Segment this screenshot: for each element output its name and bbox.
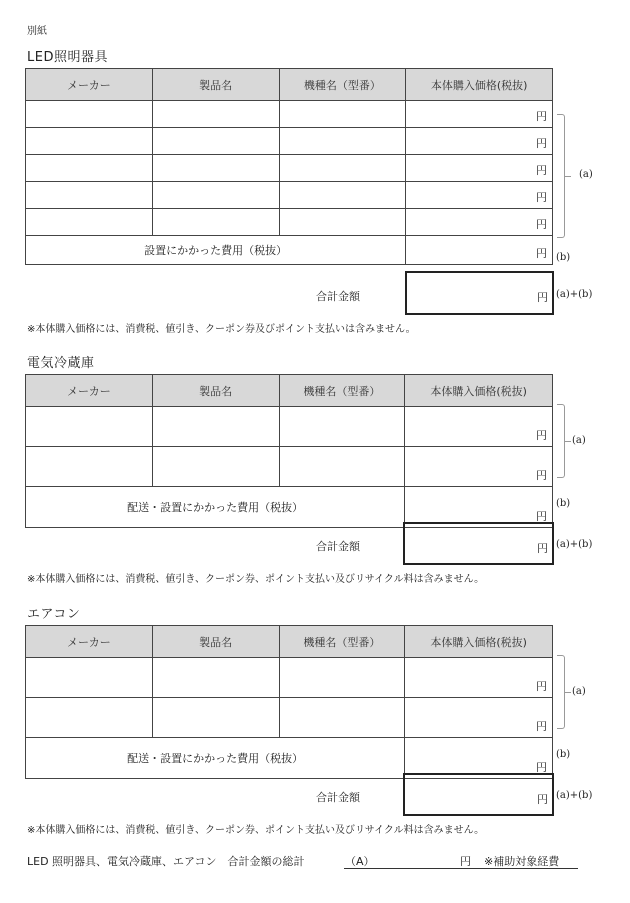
note: ※本体購入価格には、消費税、値引き、クーポン券、ポイント支払い及びリサイクル料は含みません。 <box>27 574 485 585</box>
fridge-table <box>25 374 553 528</box>
product-cell[interactable] <box>152 182 279 209</box>
table-header-row <box>26 69 553 101</box>
header-product: 製品名 <box>152 626 279 658</box>
model-cell[interactable] <box>279 155 406 182</box>
bracket-a <box>557 655 565 729</box>
product-cell[interactable] <box>152 658 279 698</box>
model-cell[interactable] <box>279 447 405 487</box>
product-cell[interactable] <box>152 447 279 487</box>
model-cell[interactable] <box>279 698 405 738</box>
mark-b: (b) <box>556 252 571 263</box>
model-cell[interactable] <box>279 407 405 447</box>
mark-b: (b) <box>556 749 571 760</box>
mark-ab: (a)+(b) <box>556 289 593 300</box>
product-cell[interactable] <box>152 407 279 447</box>
table-row <box>26 698 553 738</box>
total-label: 合計金額 <box>316 791 360 804</box>
price-cell[interactable]: 円 <box>406 209 553 236</box>
table-header-row <box>26 626 553 658</box>
aircon-table <box>25 625 553 779</box>
bracket-a <box>557 404 565 478</box>
cost-value-cell[interactable]: 円 <box>405 738 553 779</box>
model-cell[interactable] <box>279 128 406 155</box>
product-cell[interactable] <box>152 209 279 236</box>
header-product: 製品名 <box>152 375 279 407</box>
cost-row <box>26 236 553 265</box>
model-cell[interactable] <box>279 182 406 209</box>
header-price: 本体購入価格(税抜) <box>406 69 553 101</box>
bracket-tick <box>565 176 571 177</box>
table-row <box>26 128 553 155</box>
section-title-fridge: 電気冷蔵庫 <box>27 356 95 371</box>
total-box[interactable]: 円 <box>403 522 554 565</box>
price-cell[interactable]: 円 <box>405 447 553 487</box>
price-cell[interactable]: 円 <box>406 155 553 182</box>
total-box[interactable]: 円 <box>405 271 554 315</box>
price-cell[interactable]: 円 <box>405 407 553 447</box>
price-cell[interactable]: 円 <box>406 101 553 128</box>
mark-ab: (a)+(b) <box>556 790 593 801</box>
summary-yen[interactable]: 円 <box>460 855 471 868</box>
header-model: 機種名（型番） <box>279 375 405 407</box>
header-maker: メーカー <box>26 69 153 101</box>
maker-cell[interactable] <box>26 155 153 182</box>
bracket-tick <box>565 441 571 442</box>
price-cell[interactable]: 円 <box>406 182 553 209</box>
bracket-tick <box>565 692 571 693</box>
product-cell[interactable] <box>152 101 279 128</box>
mark-ab: (a)+(b) <box>556 539 593 550</box>
bracket-a <box>557 114 565 238</box>
cost-label: 配送・設置にかかった費用（税抜） <box>26 487 405 528</box>
table-row <box>26 155 553 182</box>
led-table <box>25 68 553 265</box>
header-model: 機種名（型番） <box>279 69 406 101</box>
section-title-led: LED照明器具 <box>27 50 108 65</box>
mark-a: (a) <box>572 686 586 697</box>
model-cell[interactable] <box>279 658 405 698</box>
total-label: 合計金額 <box>316 540 360 553</box>
cost-label: 設置にかかった費用（税抜） <box>26 236 406 265</box>
attachment-label: 別紙 <box>27 26 47 37</box>
product-cell[interactable] <box>152 128 279 155</box>
table-header-row <box>26 375 553 407</box>
table-row <box>26 658 553 698</box>
note: ※本体購入価格には、消費税、値引き、クーポン券、ポイント支払い及びリサイクル料は含みません。 <box>27 825 485 836</box>
table-row <box>26 407 553 447</box>
table-row <box>26 101 553 128</box>
header-price: 本体購入価格(税抜) <box>405 375 553 407</box>
summary-label: LED 照明器具、電気冷蔵庫、エアコン 合計金額の総計 <box>27 855 305 868</box>
cost-value-cell[interactable]: 円 <box>405 487 553 528</box>
price-cell[interactable]: 円 <box>405 658 553 698</box>
maker-cell[interactable] <box>26 658 153 698</box>
model-cell[interactable] <box>279 209 406 236</box>
table-row <box>26 209 553 236</box>
maker-cell[interactable] <box>26 209 153 236</box>
header-model: 機種名（型番） <box>279 626 405 658</box>
cost-value-cell[interactable]: 円 <box>406 236 553 265</box>
total-box[interactable]: 円 <box>403 773 554 816</box>
header-maker: メーカー <box>26 626 153 658</box>
cost-label: 配送・設置にかかった費用（税抜） <box>26 738 405 779</box>
mark-a: (a) <box>572 435 586 446</box>
header-product: 製品名 <box>152 69 279 101</box>
price-cell[interactable]: 円 <box>406 128 553 155</box>
maker-cell[interactable] <box>26 447 153 487</box>
maker-cell[interactable] <box>26 407 153 447</box>
summary-a-mark: （A） <box>345 855 375 868</box>
model-cell[interactable] <box>279 101 406 128</box>
table-row <box>26 447 553 487</box>
product-cell[interactable] <box>152 155 279 182</box>
section-title-aircon: エアコン <box>27 607 81 622</box>
note: ※本体購入価格には、消費税、値引き、クーポン券及びポイント支払いは含みません。 <box>27 324 416 335</box>
mark-a: (a) <box>579 169 593 180</box>
maker-cell[interactable] <box>26 698 153 738</box>
maker-cell[interactable] <box>26 128 153 155</box>
product-cell[interactable] <box>152 698 279 738</box>
maker-cell[interactable] <box>26 182 153 209</box>
mark-b: (b) <box>556 498 571 509</box>
price-cell[interactable]: 円 <box>405 698 553 738</box>
table-row <box>26 182 553 209</box>
summary-note: ※補助対象経費 <box>484 855 560 868</box>
header-maker: メーカー <box>26 375 153 407</box>
maker-cell[interactable] <box>26 101 153 128</box>
total-label: 合計金額 <box>316 290 360 303</box>
header-price: 本体購入価格(税抜) <box>405 626 553 658</box>
